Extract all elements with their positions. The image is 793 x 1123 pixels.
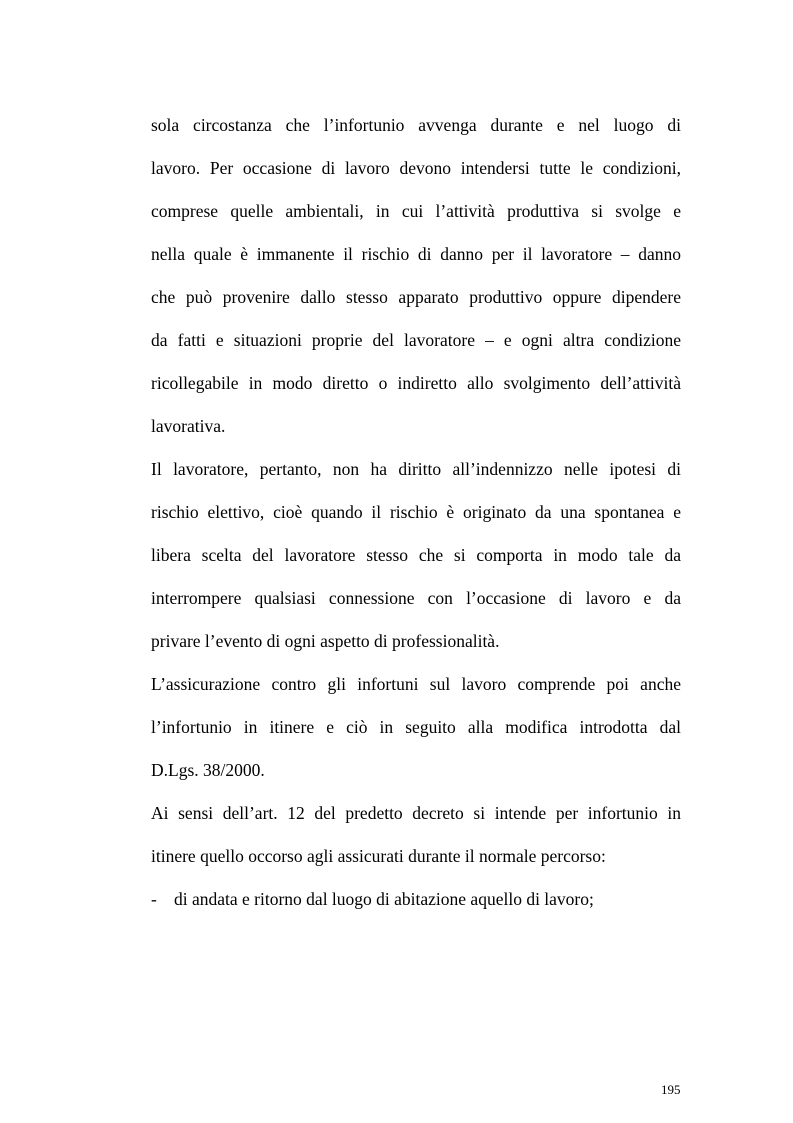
list-item (151, 886, 681, 912)
text-line: L’assicurazione contro gli infortuni sul lavoro comprende poi anche (151, 674, 681, 694)
text-line: comprese quelle ambientali, in cui l’attività produttiva si svolge e (151, 201, 681, 221)
text-line: libera scelta del lavoratore stesso che si comporta in modo tale da (151, 545, 681, 565)
text-line: privare l’evento di ogni aspetto di professionalità. (151, 631, 500, 651)
document-page (151, 0, 681, 1123)
text-line: itinere quello occorso agli assicurati durante il normale percorso: (151, 846, 606, 866)
text-line: che può provenire dallo stesso apparato produttivo oppure dipendere (151, 287, 681, 307)
text-line: lavoro. Per occasione di lavoro devono intendersi tutte le condizioni, (151, 158, 681, 178)
text-line: da fatti e situazioni proprie del lavoratore – e ogni altra condizione (151, 330, 681, 350)
text-line: sola circostanza che l’infortunio avvenga durante e nel luogo di (151, 115, 681, 135)
text-line: Il lavoratore, pertanto, non ha diritto all’indennizzo nelle ipotesi di (151, 459, 681, 479)
text-line: nella quale è immanente il rischio di danno per il lavoratore – danno (151, 244, 681, 264)
text-line: l’infortunio in itinere e ciò in seguito alla modifica introdotta dal (151, 717, 681, 737)
text-line: ricollegabile in modo diretto o indiretto allo svolgimento dell’attività (151, 373, 681, 393)
text-line: lavorativa. (151, 416, 226, 436)
bullet-dash: - (151, 889, 157, 909)
text-line: rischio elettivo, cioè quando il rischio è originato da una spontanea e (151, 502, 681, 522)
page-number: 195 (661, 1082, 681, 1097)
bullet-text: di andata e ritorno dal luogo di abitazione aquello di lavoro; (174, 889, 594, 909)
text-line: Ai sensi dell’art. 12 del predetto decreto si intende per infortunio in (151, 803, 681, 823)
text-line: interrompere qualsiasi connessione con l’occasione di lavoro e da (151, 588, 681, 608)
text-line: D.Lgs. 38/2000. (151, 760, 265, 780)
